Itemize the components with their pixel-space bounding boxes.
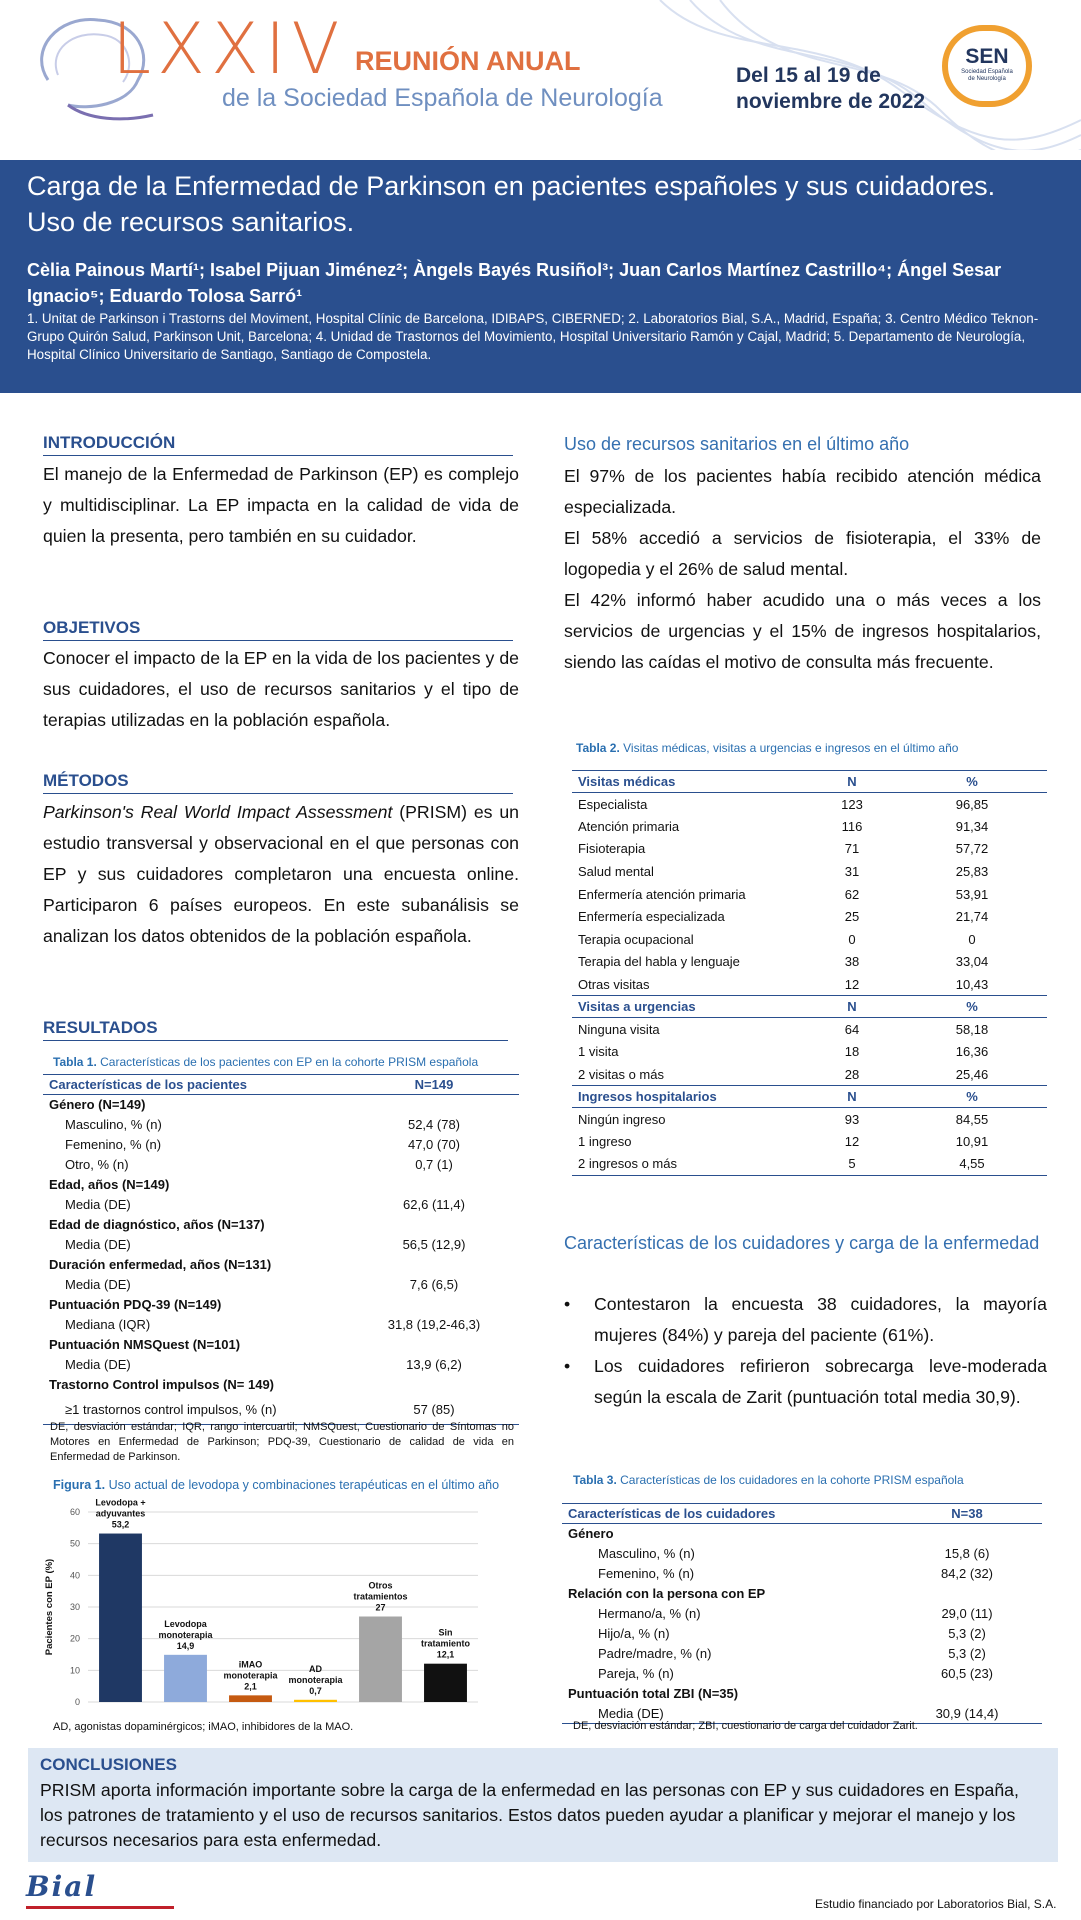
table-row: Edad de diagnóstico, años (N=137)	[49, 1217, 265, 1232]
section-divider	[43, 793, 513, 794]
event-number: LXXIV	[112, 8, 346, 90]
y-tick-label: 50	[69, 1538, 80, 1549]
table-row: Masculino, % (n) 52,4 (78)	[65, 1117, 461, 1132]
header	[0, 0, 1081, 160]
table-section-header: Visitas médicas N %	[572, 771, 1047, 793]
carers-bullets	[564, 1289, 1047, 1413]
data-label: 27	[375, 1602, 386, 1613]
table1-note: DE, desviación estándar; IQR, rango intercuartil; NMSQuest, Cuestionario de Síntomas no Motores en Enfermedad de Parkinson; PDQ-39, Cuestionario de calidad de vida en Enfermedad de Parkinson.	[50, 1421, 514, 1463]
event-name: REUNIÓN ANUAL	[355, 46, 581, 76]
bar	[164, 1655, 207, 1702]
category-label: monoterapia	[158, 1629, 213, 1640]
table-row: Relación con la persona con EP	[568, 1586, 766, 1601]
data-label: 0,7	[309, 1685, 322, 1696]
list-item: • Contestaron la encuesta 38 cuidadores, la mayoría mujeres (84%) y pareja del paciente (61%).	[564, 1289, 1047, 1351]
table-row: Especialista 123 96,85	[578, 796, 989, 812]
y-tick-label: 40	[69, 1570, 80, 1581]
figure1-note: AD, agonistas dopaminérgicos; iMAO, inhibidores de la MAO.	[53, 1721, 354, 1733]
table-row: Media (DE) 7,6 (6,5)	[65, 1277, 459, 1292]
table-row: Enfermería especializada 25 21,74	[578, 909, 989, 925]
data-label: 2,1	[244, 1681, 257, 1692]
table-row: Ninguna visita 64 58,18	[578, 1021, 989, 1037]
bial-logo-underline	[26, 1906, 174, 1909]
table-row: Masculino, % (n) 15,8 (6)	[598, 1546, 990, 1561]
table3-caption: Tabla 3. Características de los cuidadores en la cohorte PRISM española	[573, 1473, 964, 1487]
table-row: Enfermería atención primaria 62 53,91	[578, 886, 989, 902]
table2-caption: Tabla 2. Visitas médicas, visitas a urgencias e ingresos en el último año	[576, 741, 959, 755]
table-row: Terapia del habla y lenguaje 38 33,04	[578, 954, 989, 970]
funding-note: Estudio financiado por Laboratorios Bial, S.A.	[815, 1897, 1057, 1911]
table1-caption: Tabla 1. Características de los pacientes con EP en la cohorte PRISM española	[53, 1055, 479, 1069]
table-row: Padre/madre, % (n) 5,3 (2)	[598, 1646, 986, 1661]
category-label: iMAO	[238, 1659, 263, 1670]
bar	[99, 1534, 142, 1702]
conclusions-heading: CONCLUSIONES	[40, 1755, 177, 1774]
section-divider	[43, 1040, 508, 1041]
table-row: Media (DE) 13,9 (6,2)	[65, 1357, 462, 1372]
category-label: monoterapia	[223, 1670, 278, 1681]
table-row: Media (DE) 56,5 (12,9)	[65, 1237, 466, 1252]
category-label: adyuvantes	[95, 1508, 146, 1519]
society-name: de la Sociedad Española de Neurología	[222, 84, 663, 112]
table-row: Terapia ocupacional 0 0	[578, 931, 976, 947]
category-label: Otros	[368, 1580, 393, 1591]
section-divider	[43, 640, 513, 641]
data-label: 12,1	[436, 1649, 455, 1660]
table-section-header: Ingresos hospitalarios N %	[572, 1086, 1047, 1108]
section-divider	[43, 455, 513, 456]
table-row: ≥1 trastornos control impulsos, % (n) 57 (85)	[43, 1395, 519, 1425]
table-row: Edad, años (N=149)	[49, 1177, 170, 1192]
objectives-heading: OBJETIVOS	[43, 618, 141, 637]
category-label: Levodopa	[164, 1618, 207, 1629]
table-row: Hijo/a, % (n) 5,3 (2)	[598, 1626, 986, 1641]
table-row: Hermano/a, % (n) 29,0 (11)	[598, 1606, 993, 1621]
figure1-bar-chart	[38, 1492, 518, 1716]
table-row: Puntuación NMSQuest (N=101)	[49, 1337, 241, 1352]
usage-text	[564, 461, 1041, 678]
bar	[424, 1664, 467, 1702]
poster-title: Carga de la Enfermedad de Parkinson en pacientes españoles y sus cuidadores. Uso de recursos sanitarios.	[27, 171, 996, 237]
event-dates: Del 15 al 19 de noviembre de 2022	[736, 64, 926, 113]
table-row: Mediana (IQR) 31,8 (19,2-46,3)	[65, 1317, 481, 1332]
table-row: Puntuación PDQ-39 (N=149)	[49, 1297, 222, 1312]
methods-text: Parkinson's Real World Impact Assessment (PRISM) es un estudio transversal y observacional en el que personas con EP y sus cuidadores completaron una encuesta online. Participaron 6 países europeos. En este subanálisis se analizan los datos obtenidos de la población española.	[43, 802, 519, 946]
authors: Cèlia Painous Martí¹; Isabel Pijuan Jiménez²; Àngels Bayés Rusiñol³; Juan Carlos Martínez Castrillo⁴; Ángel Sesar Ignacio⁵; Eduardo Tolosa Sarró¹	[27, 260, 1002, 306]
table-row: Ningún ingreso 93 84,55	[578, 1111, 989, 1127]
table-row: 2 ingresos o más 5 4,55	[572, 1153, 1047, 1176]
table-row: Género	[568, 1526, 614, 1542]
intro-text: El manejo de la Enfermedad de Parkinson (EP) es complejo y multidisciplinar. La EP impacta en la calidad de vida de quien la presenta, pero también en su cuidador.	[43, 464, 519, 546]
category-label: monoterapia	[288, 1674, 343, 1685]
results-heading: RESULTADOS	[43, 1018, 158, 1037]
table-section-header: Visitas a urgencias N %	[572, 996, 1047, 1018]
usage-heading: Uso de recursos sanitarios en el último año	[564, 434, 910, 454]
y-tick-label: 20	[69, 1633, 80, 1644]
table-row: Salud mental 31 25,83	[578, 864, 989, 880]
list-item: • Los cuidadores refirieron sobrecarga leve-moderada según la escala de Zarit (puntuación total media 30,9).	[564, 1351, 1047, 1413]
y-tick-label: 30	[69, 1602, 80, 1612]
table-row: 2 visitas o más 28 25,46	[578, 1066, 989, 1082]
table-row: Otro, % (n) 0,7 (1)	[65, 1157, 453, 1172]
table-row: 1 visita 18 16,36	[578, 1044, 989, 1060]
usage-paragraph: El 42% informó haber acudido una o más veces a los servicios de urgencias y el 15% de ingresos hospitalarios, siendo las caídas el motivo de consulta más frecuente.	[564, 590, 1041, 672]
table-row: Atención primaria 116 91,34	[578, 818, 989, 834]
y-axis-label: Pacientes con EP (%)	[44, 1558, 55, 1656]
category-label: tratamiento	[420, 1638, 471, 1649]
y-tick-label: 10	[69, 1665, 80, 1676]
bar	[229, 1695, 272, 1702]
table-row: Otras visitas 12 10,43	[578, 976, 989, 992]
bar	[359, 1617, 402, 1703]
sen-logo: SEN Sociedad Española de Neurología	[942, 25, 1032, 107]
table-row: 1 ingreso 12 10,91	[578, 1134, 989, 1150]
table-row: Media (DE) 62,6 (11,4)	[65, 1197, 465, 1212]
data-label: 14,9	[176, 1640, 195, 1651]
table3-note: DE, desviación estándar; ZBI, cuestionario de carga del cuidador Zarit.	[573, 1720, 918, 1732]
table-row: Femenino, % (n) 47,0 (70)	[65, 1137, 461, 1152]
methods-heading: MÉTODOS	[43, 771, 129, 790]
usage-paragraph: El 58% accedió a servicios de fisioterapia, el 33% de logopedia y el 26% de salud mental.	[564, 528, 1041, 579]
figure1-caption: Figura 1. Uso actual de levodopa y combinaciones terapéuticas en el último año	[53, 1478, 500, 1492]
usage-paragraph: El 97% de los pacientes había recibido atención médica especializada.	[564, 466, 1041, 517]
category-label: tratamientos	[353, 1591, 408, 1602]
table2-healthcare-visits	[572, 770, 1047, 1176]
table-row: Género (N=149)	[49, 1097, 146, 1113]
bar	[294, 1700, 337, 1702]
category-label: Levodopa +	[95, 1497, 146, 1508]
title-banner	[0, 160, 1081, 393]
y-tick-label: 0	[74, 1697, 80, 1707]
table3-carer-characteristics: Características de los cuidadores N=38 Género Masculino, % (n) 15,8 (6) Femenino, % (n) 84,2 (32) Relación con la persona con EP Hermano/a, % (n) 29,0 (11) Hijo/a, % (n) 5,3 (2) Padre/madre, % (n) 5,3 (2) Pareja, % (n) 60,5 (23) Puntuación total ZBI (N=35) Media (DE) 30,9 (14,4)	[562, 1503, 1042, 1724]
table-row: Femenino, % (n) 84,2 (32)	[598, 1566, 994, 1581]
conclusions-text: PRISM aporta información importante sobre la carga de la enfermedad en las personas con EP y sus cuidadores en España, los patrones de tratamiento y el uso de recursos sanitarios. Estos datos pueden ayudar a planificar y mejorar el manejo y los recursos necesarios para esta enfermedad.	[40, 1780, 1019, 1850]
y-tick-label: 60	[69, 1507, 80, 1517]
table-row: Puntuación total ZBI (N=35)	[568, 1686, 739, 1701]
objectives-text: Conocer el impacto de la EP en la vida de los pacientes y de sus cuidadores, el uso de recursos sanitarios y el tipo de terapias utilizadas en la población española.	[43, 648, 519, 730]
carers-heading: Características de los cuidadores y carga de la enfermedad	[564, 1233, 1040, 1253]
table-row: Pareja, % (n) 60,5 (23)	[598, 1666, 994, 1681]
table-row: Trastorno Control impulsos (N= 149)	[49, 1377, 275, 1392]
table-row: Fisioterapia 71 57,72	[578, 841, 989, 857]
category-label: AD	[309, 1663, 322, 1674]
table-row: Duración enfermedad, años (N=131)	[49, 1257, 272, 1272]
conclusions-box	[28, 1748, 1058, 1862]
data-label: 53,2	[111, 1519, 130, 1530]
table1-patient-characteristics: Características de los pacientes N=149 Género (N=149) Masculino, % (n) 52,4 (78) Femenino, % (n) 47,0 (70) Otro, % (n) 0,7 (1) Edad, años (N=149) Media (DE) 62,6 (11,4) Edad de diagnóstico, años (N=137) Media (DE) 56,5 (12,9) Duración enfermedad, años (N=131) Media (DE) 7,6 (6,5) Puntuación PDQ-39 (N=149) Mediana (IQR) 31,8 (19,2-46,3) Puntuación NMSQuest (N=101) Media (DE) 13,9 (6,2) Trastorno Control impulsos (N= 149) ≥1 trastornos control impulsos, % (n) 57 (85)	[43, 1074, 519, 1425]
affiliations: 1. Unitat de Parkinson i Trastorns del Moviment, Hospital Clínic de Barcelona, IDIBAPS, CIBERNED; 2. Laboratorios Bial, S.A., Madrid, España; 3. Centro Médico Teknon-Grupo Quirón Salud, Parkinson Unit, Barcelona; 4. Unidad de Trastornos del Movimiento, Hospital Universitario Ramón y Cajal, Madrid; 5. Departamento de Neurología, Hospital Clínico Universitario de Santiago, Santiago de Compostela.	[27, 311, 1039, 362]
bial-logo: Bial	[26, 1870, 98, 1903]
category-label: Sin	[438, 1627, 453, 1638]
intro-heading: INTRODUCCIÓN	[43, 433, 176, 452]
table-row: Media (DE) 30,9 (14,4)	[562, 1704, 1042, 1724]
